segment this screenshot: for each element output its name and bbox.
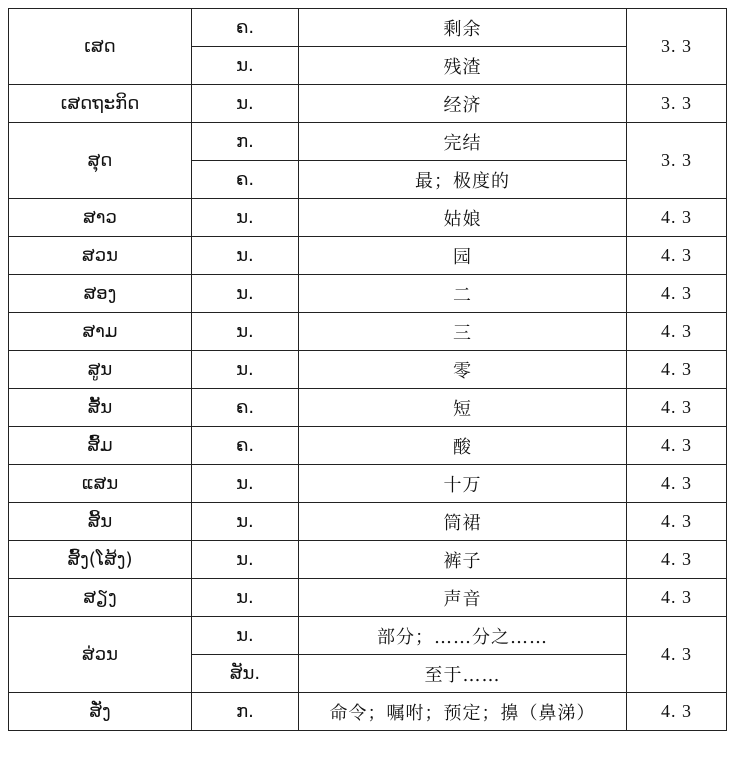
lao-word-cell: ເສດ	[9, 9, 192, 85]
chinese-meaning-cell: 命令；嘱咐；预定；擤（鼻涕）	[299, 693, 627, 731]
part-of-speech-cell: ນ.	[192, 237, 299, 275]
chinese-meaning-cell: 筒裙	[299, 503, 627, 541]
part-of-speech-cell: ກ.	[192, 693, 299, 731]
chinese-meaning-cell: 姑娘	[299, 199, 627, 237]
part-of-speech-cell: ຄ.	[192, 427, 299, 465]
table-row	[9, 9, 727, 47]
table-row	[9, 503, 727, 541]
lesson-number-cell: 3. 3	[627, 9, 727, 85]
part-of-speech-cell: ນ.	[192, 465, 299, 503]
lesson-number-cell: 4. 3	[627, 313, 727, 351]
chinese-meaning-cell: 声音	[299, 579, 627, 617]
lao-word-cell: ສ່ວນ	[9, 617, 192, 693]
lesson-number-cell: 4. 3	[627, 541, 727, 579]
lesson-number-cell: 4. 3	[627, 351, 727, 389]
vocabulary-table-body	[9, 9, 727, 731]
table-row	[9, 351, 727, 389]
chinese-meaning-cell: 完结	[299, 123, 627, 161]
lao-word-cell: ສິ້ນ	[9, 503, 192, 541]
lao-word-cell: ເສດຖະກິດ	[9, 85, 192, 123]
table-row	[9, 313, 727, 351]
table-row	[9, 693, 727, 731]
lesson-number-cell: 4. 3	[627, 199, 727, 237]
part-of-speech-cell: ນ.	[192, 541, 299, 579]
lesson-number-cell: 4. 3	[627, 237, 727, 275]
lesson-number-cell: 3. 3	[627, 85, 727, 123]
lao-word-cell: ສາມ	[9, 313, 192, 351]
vocabulary-table	[8, 8, 727, 731]
part-of-speech-cell: ນ.	[192, 503, 299, 541]
part-of-speech-cell: ຄ.	[192, 161, 299, 199]
chinese-meaning-cell: 残渣	[299, 47, 627, 85]
chinese-meaning-cell: 酸	[299, 427, 627, 465]
table-row	[9, 389, 727, 427]
part-of-speech-cell: ນ.	[192, 199, 299, 237]
lesson-number-cell: 4. 3	[627, 579, 727, 617]
lesson-number-cell: 4. 3	[627, 389, 727, 427]
table-row	[9, 579, 727, 617]
lao-word-cell: ສົ້ງ(ໂສ້ງ)	[9, 541, 192, 579]
table-row	[9, 199, 727, 237]
table-row	[9, 465, 727, 503]
part-of-speech-cell: ນ.	[192, 275, 299, 313]
chinese-meaning-cell: 部分；……分之……	[299, 617, 627, 655]
table-row	[9, 85, 727, 123]
lao-word-cell: ສວນ	[9, 237, 192, 275]
part-of-speech-cell: ສັນ.	[192, 655, 299, 693]
table-row	[9, 617, 727, 655]
table-row	[9, 541, 727, 579]
chinese-meaning-cell: 零	[299, 351, 627, 389]
part-of-speech-cell: ນ.	[192, 47, 299, 85]
part-of-speech-cell: ນ.	[192, 85, 299, 123]
lao-word-cell: ສອງ	[9, 275, 192, 313]
part-of-speech-cell: ນ.	[192, 579, 299, 617]
chinese-meaning-cell: 经济	[299, 85, 627, 123]
table-row	[9, 123, 727, 161]
lao-word-cell: ສູນ	[9, 351, 192, 389]
chinese-meaning-cell: 二	[299, 275, 627, 313]
chinese-meaning-cell: 短	[299, 389, 627, 427]
lesson-number-cell: 4. 3	[627, 465, 727, 503]
lao-word-cell: ສັ່ງ	[9, 693, 192, 731]
chinese-meaning-cell: 剩余	[299, 9, 627, 47]
part-of-speech-cell: ຄ.	[192, 389, 299, 427]
part-of-speech-cell: ຄ.	[192, 9, 299, 47]
part-of-speech-cell: ນ.	[192, 313, 299, 351]
table-row	[9, 237, 727, 275]
lao-word-cell: ສົ້ມ	[9, 427, 192, 465]
lesson-number-cell: 3. 3	[627, 123, 727, 199]
chinese-meaning-cell: 十万	[299, 465, 627, 503]
lesson-number-cell: 4. 3	[627, 503, 727, 541]
lesson-number-cell: 4. 3	[627, 275, 727, 313]
chinese-meaning-cell: 园	[299, 237, 627, 275]
part-of-speech-cell: ນ.	[192, 617, 299, 655]
lao-word-cell: ແສນ	[9, 465, 192, 503]
lesson-number-cell: 4. 3	[627, 427, 727, 465]
table-row	[9, 427, 727, 465]
lao-word-cell: ສຸດ	[9, 123, 192, 199]
lao-word-cell: ສັ້ນ	[9, 389, 192, 427]
part-of-speech-cell: ກ.	[192, 123, 299, 161]
chinese-meaning-cell: 至于……	[299, 655, 627, 693]
chinese-meaning-cell: 三	[299, 313, 627, 351]
lesson-number-cell: 4. 3	[627, 617, 727, 693]
part-of-speech-cell: ນ.	[192, 351, 299, 389]
lao-word-cell: ສຽງ	[9, 579, 192, 617]
lesson-number-cell: 4. 3	[627, 693, 727, 731]
chinese-meaning-cell: 最；极度的	[299, 161, 627, 199]
chinese-meaning-cell: 裤子	[299, 541, 627, 579]
lao-word-cell: ສາວ	[9, 199, 192, 237]
table-row	[9, 275, 727, 313]
